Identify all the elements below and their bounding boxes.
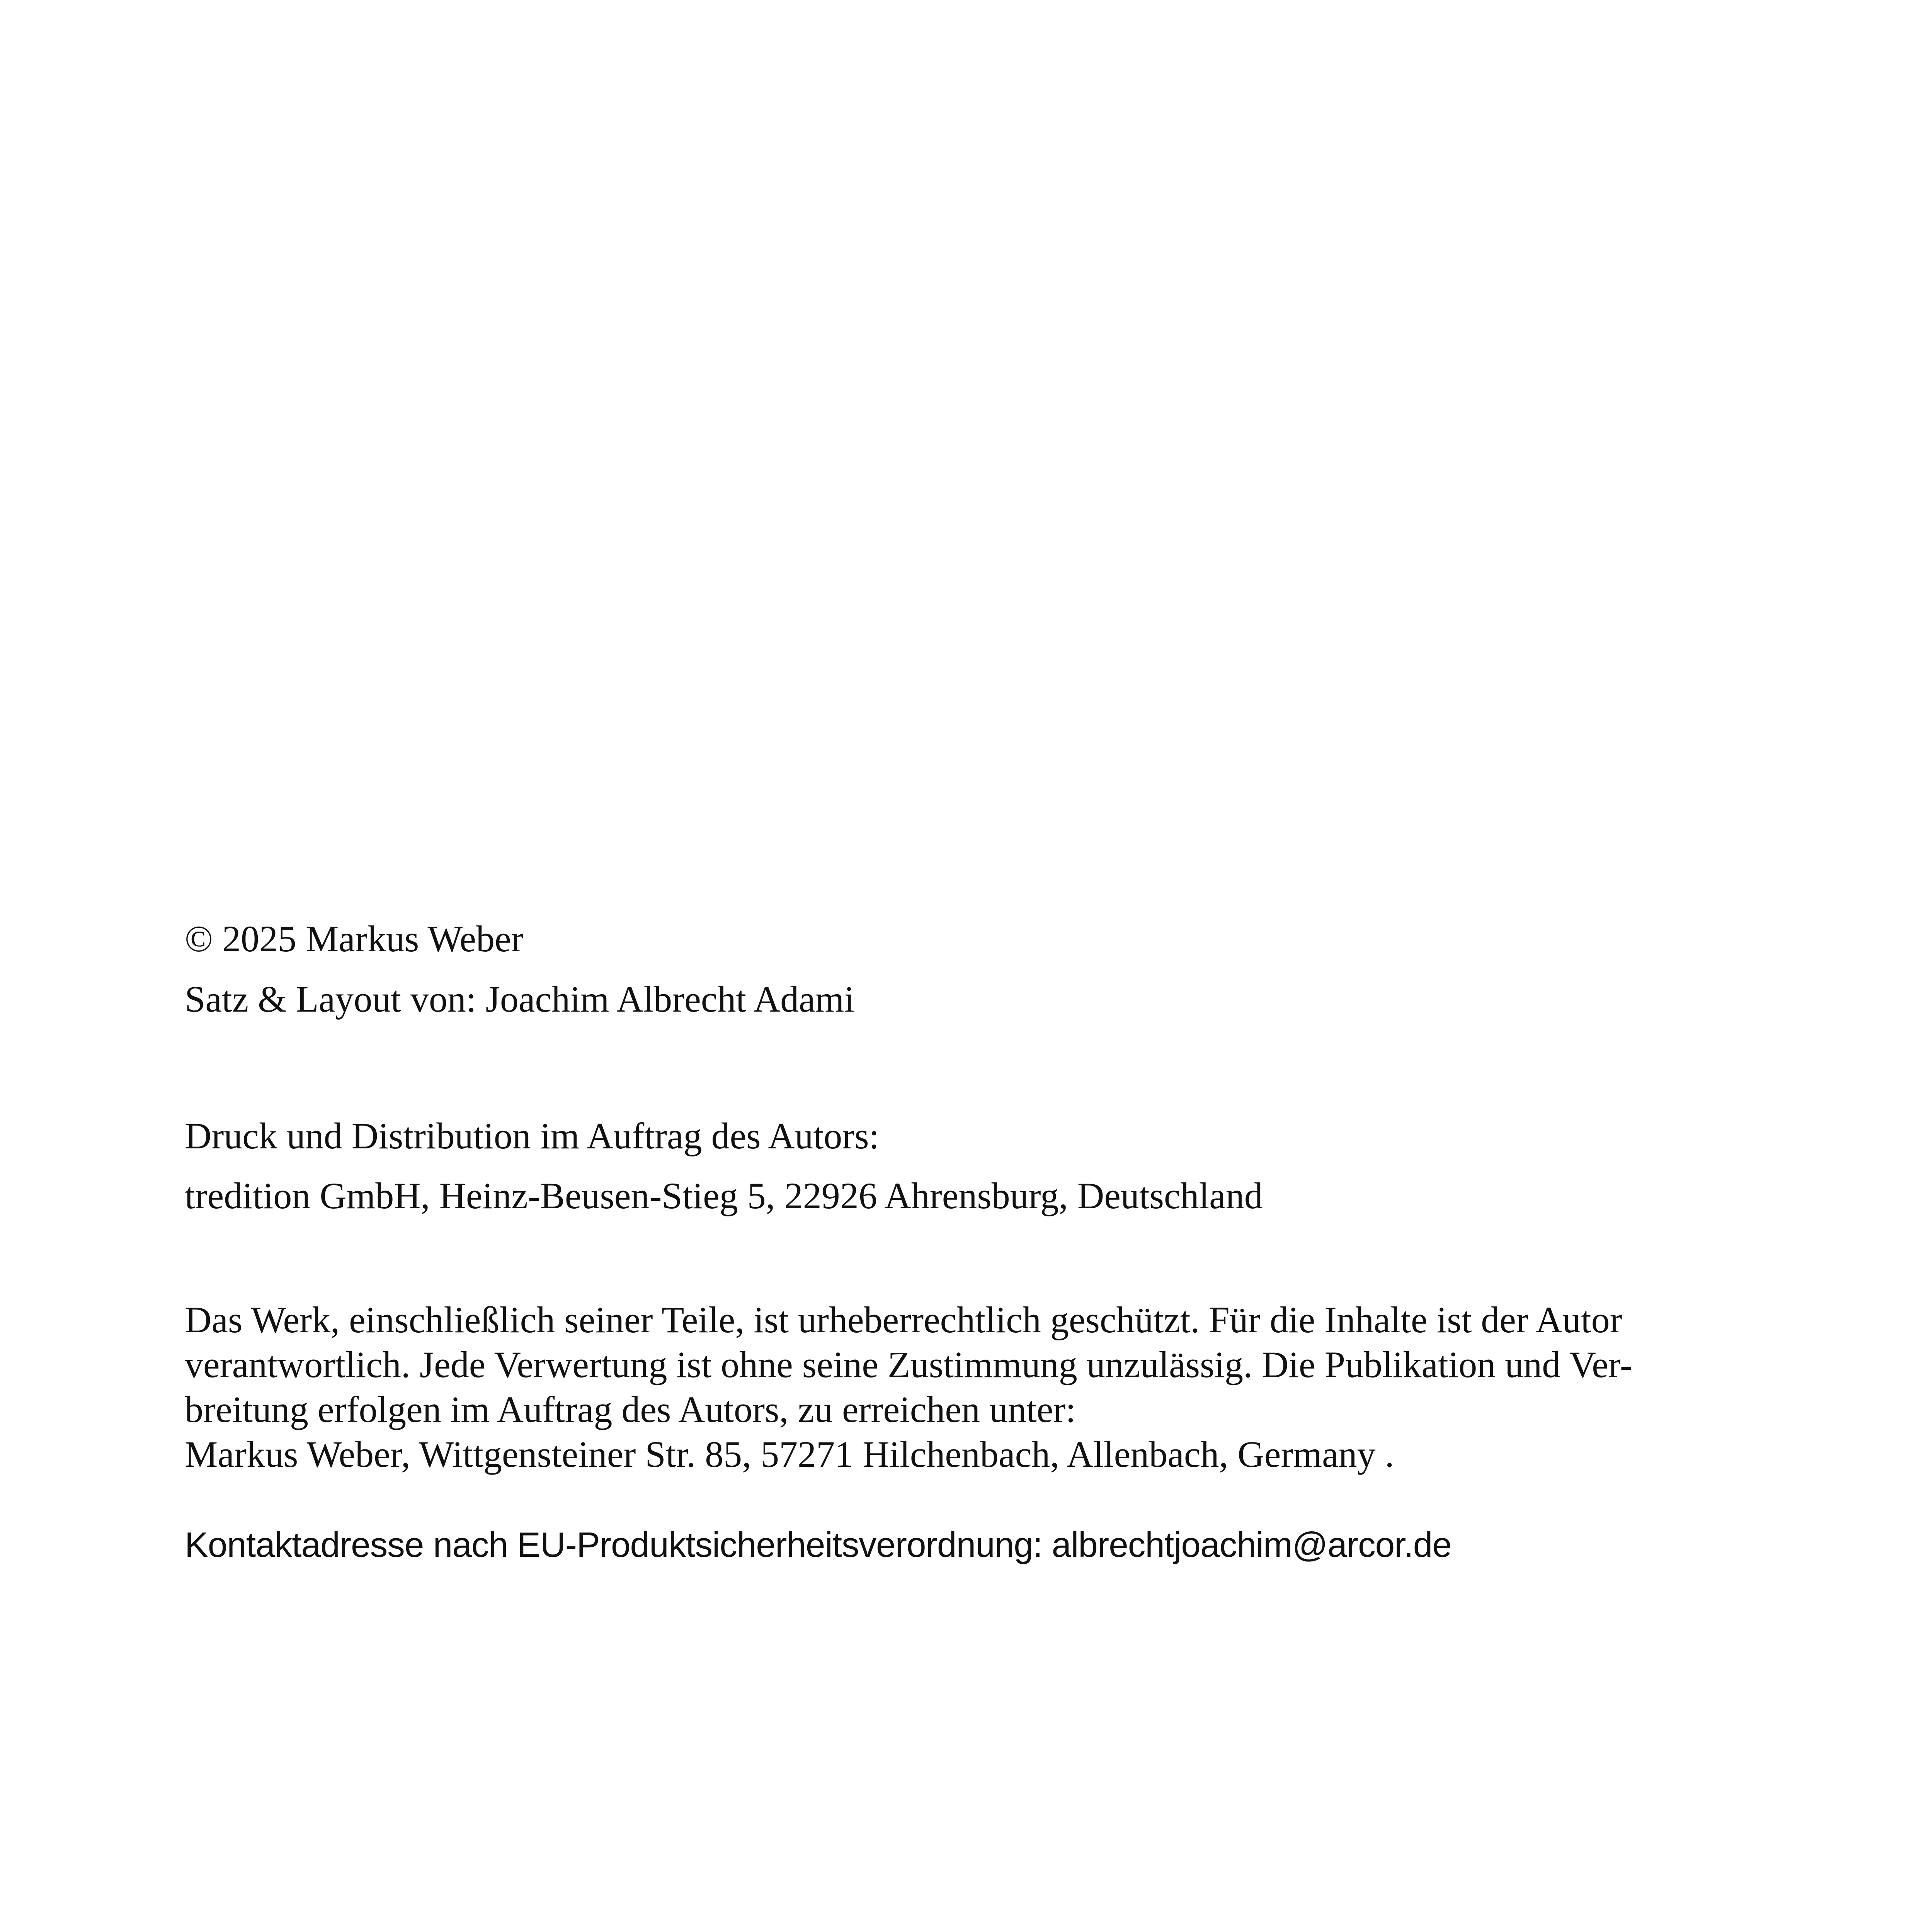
contact-address: Kontaktadresse nach EU-Produktsicherheitsverordnung: albrechtjoachim@arcor.de: [185, 1526, 1451, 1565]
legal-notice-line: breitung erfolgen im Auftrag des Autors, zu erreichen unter:: [185, 1389, 1076, 1430]
printer-address: tredition GmbH, Heinz-Beusen-Stieg 5, 22926 Ahrensburg, Deutschland: [185, 1175, 1263, 1216]
printing-heading: Druck und Distribution im Auftrag des Autors:: [185, 1115, 880, 1156]
copyright-notice: © 2025 Markus Weber: [185, 918, 524, 959]
layout-credit: Satz & Layout von: Joachim Albrecht Adami: [185, 978, 855, 1020]
legal-notice: [185, 1298, 1731, 1477]
legal-notice-line: Markus Weber, Wittgensteiner Str. 85, 57271 Hilchenbach, Allenbach, Germany .: [185, 1434, 1394, 1475]
legal-notice-line: Das Werk, einschließlich seiner Teile, ist urheberrechtlich geschützt. Für die Inhalte ist der Autor: [185, 1299, 1622, 1340]
legal-notice-line: verantwortlich. Jede Verwertung ist ohne seine Zustimmung unzulässig. Die Publikation und Ver-: [185, 1344, 1632, 1385]
